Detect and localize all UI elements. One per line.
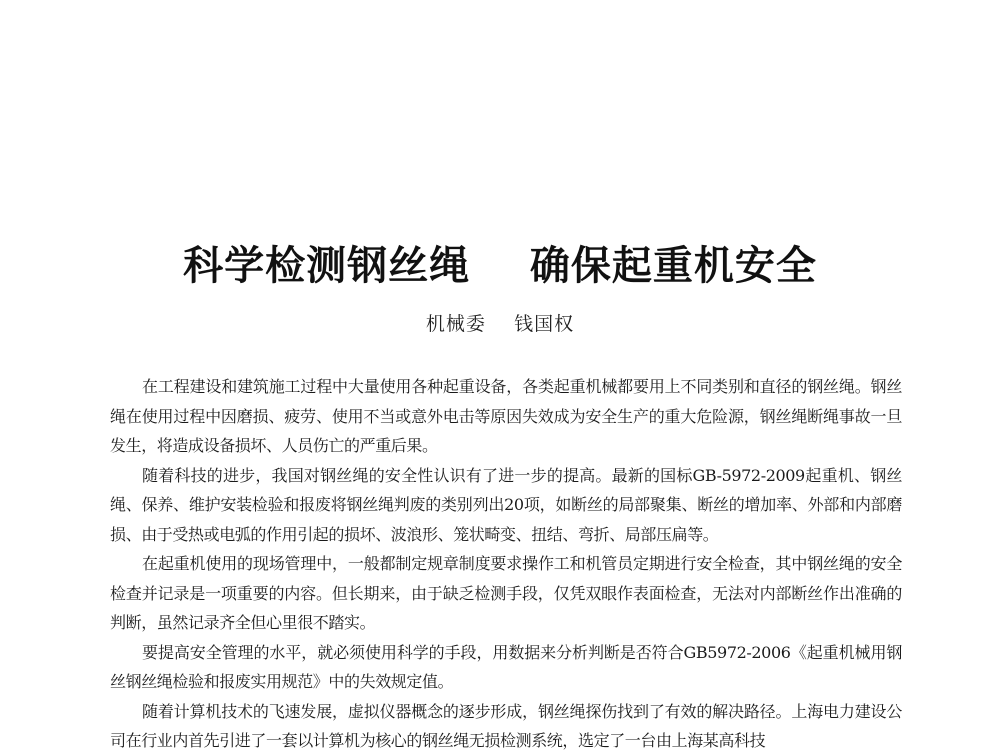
body-paragraph: 在工程建设和建筑施工过程中大量使用各种起重设备，各类起重机械都要用上不同类别和直径的钢丝绳。钢丝绳在使用过程中因磨损、疲劳、使用不当或意外电击等原因失效成为安全生产的重大危险源，钢丝绳断绳事故一旦发生，将造成设备损坏、人员伤亡的严重后果。 xyxy=(110,377,902,455)
article-title: 科学检测钢丝绳 确保起重机安全 xyxy=(183,243,817,289)
body-paragraph: 随着计算机技术的飞速发展，虚拟仪器概念的逐步形成，钢丝绳探伤找到了有效的解决路径。上海电力建设公司在行业内首先引进了一套以计算机为核心的钢丝绳无损检测系统，选定了一台由上海某高科技 xyxy=(110,701,902,750)
article-body xyxy=(110,372,902,756)
body-paragraph: 在起重机使用的现场管理中，一般都制定规章制度要求操作工和机管员定期进行安全检查，其中钢丝绳的安全检查并记录是一项重要的内容。但长期来，由于缺乏检测手段，仅凭双眼作表面检查，无法对内部断丝作出准确的判断，虽然记录齐全但心里很不踏实。 xyxy=(110,554,902,632)
body-paragraph: 要提高安全管理的水平，就必须使用科学的手段，用数据来分析判断是否符合GB5972-2006《起重机械用钢丝钢丝绳检验和报废实用规范》中的失效规定值。 xyxy=(110,642,902,691)
body-paragraph: 随着科技的进步，我国对钢丝绳的安全性认识有了进一步的提高。最新的国标GB-5972-2009起重机、钢丝绳、保养、维护安装检验和报废将钢丝绳判废的类别列出20项，如断丝的局部聚集、断丝的增加率、外部和内部磨损、由于受热或电弧的作用引起的损坏、波浪形、笼状畸变、扭结、弯折、局部压扁等。 xyxy=(110,465,902,544)
article-author: 机械委 钱国权 xyxy=(425,313,575,335)
